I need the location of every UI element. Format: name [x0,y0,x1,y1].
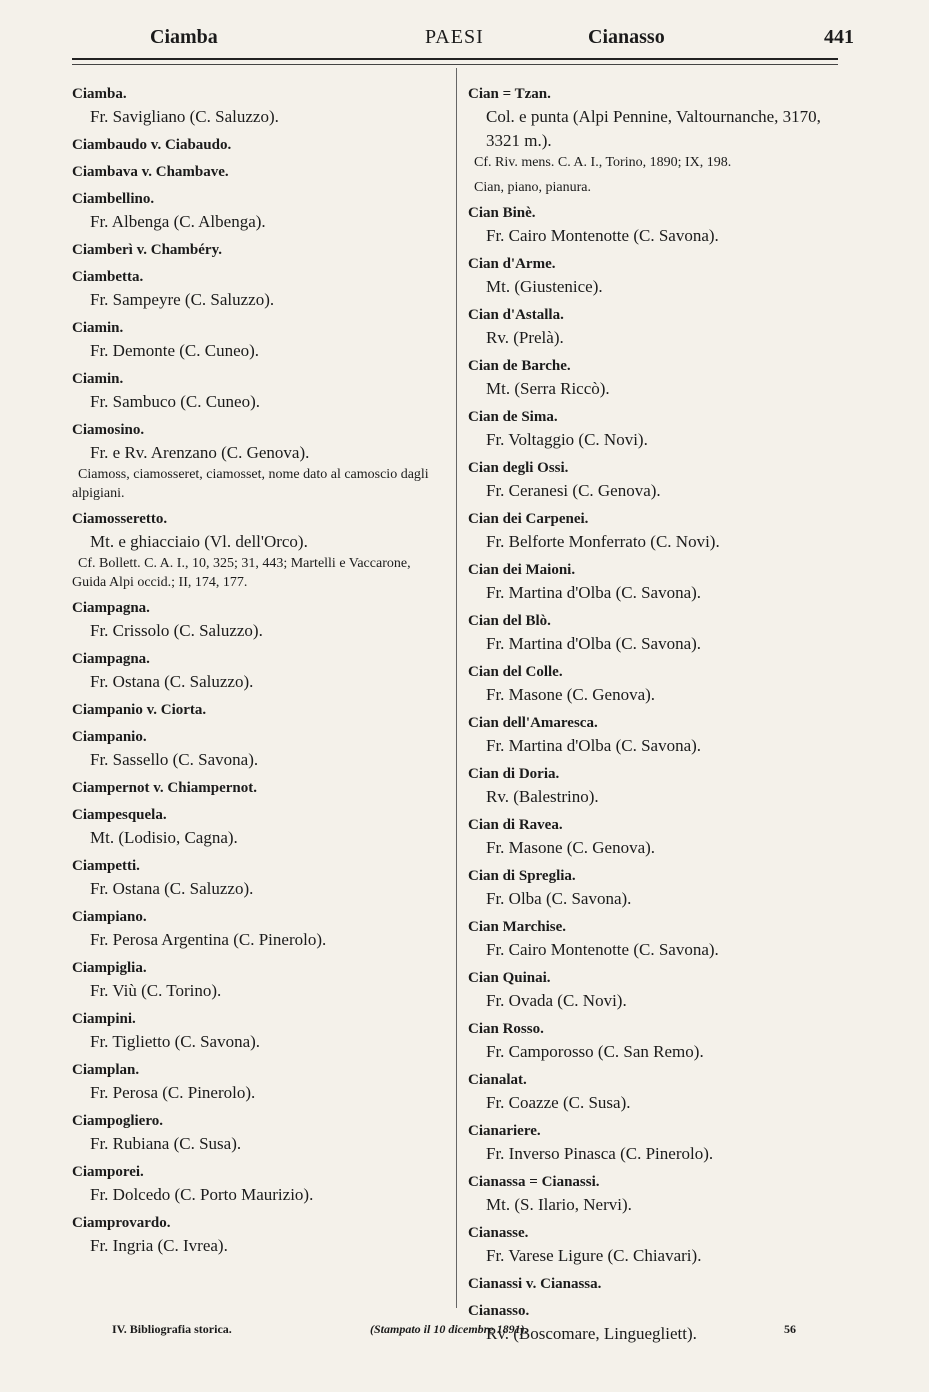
dictionary-entry [468,254,840,299]
entry-description: Fr. Martina d'Olba (C. Savona). [486,583,702,602]
page-number: 441 [824,26,854,48]
entry-headword: Ciamporei. [72,1164,144,1180]
dictionary-entry [72,700,444,721]
entry-headword: Cianassi v. Cianassa. [468,1276,602,1292]
dictionary-entry [72,369,444,414]
dictionary-entry [468,1121,840,1166]
entry-headword: Cian del Colle. [468,664,563,680]
entry-headword: Ciamberì v. Chambéry. [72,242,222,258]
entry-description: Rv. (Boscomare, Linguegliett). [486,1324,697,1343]
header-left-word: Ciamba [150,26,218,48]
entry-description: Fr. Coazze (C. Susa). [486,1093,631,1112]
entry-description: Fr. Masone (C. Genova). [486,685,656,704]
dictionary-entry [468,1019,840,1064]
dictionary-entry [72,318,444,363]
dictionary-entry [468,1172,840,1217]
dictionary-entry [468,815,840,860]
entry-description: Fr. Ostana (C. Saluzzo). [90,672,254,691]
entry-note: Ciamoss, ciamosseret, ciamosset, nome dato al camoscio dagli alpigiani. [72,467,429,501]
entry-note: Cian, piano, pianura. [474,180,592,195]
entry-description: Rv. (Prelà). [486,328,564,347]
entry-description: Fr. Crissolo (C. Saluzzo). [90,621,263,640]
dictionary-entry [468,713,840,758]
entry-description: Col. e punta (Alpi Pennine, Valtournanche, 3170, 3321 m.). [486,107,821,150]
entry-headword: Cianasso. [468,1303,530,1319]
header-rule-thin [72,64,838,65]
entry-description: Fr. Olba (C. Savona). [486,889,632,908]
entry-description: Fr. Masone (C. Genova). [486,838,656,857]
dictionary-entry [468,611,840,656]
entry-headword: Cian d'Astalla. [468,307,564,323]
entry-description: Fr. Belforte Monferrato (C. Novi). [486,532,720,551]
entry-description: Fr. e Rv. Arenzano (C. Genova). [90,443,310,462]
dictionary-entry [72,1060,444,1105]
entry-description: Mt. (Giustenice). [486,277,603,296]
entry-headword: Cian dell'Amaresca. [468,715,598,731]
dictionary-entry [72,1213,444,1258]
entry-description: Fr. Ovada (C. Novi). [486,991,627,1010]
entry-description: Mt. (Lodisio, Cagna). [90,828,238,847]
dictionary-entry [72,1162,444,1207]
entry-headword: Ciampesquela. [72,807,167,823]
entry-headword: Cian di Spreglia. [468,868,576,884]
entry-headword: Cian degli Ossi. [468,460,569,476]
entry-description: Fr. Varese Ligure (C. Chiavari). [486,1246,702,1265]
entry-headword: Cian de Barche. [468,358,571,374]
entry-headword: Ciamosseretto. [72,511,168,527]
entry-description: Fr. Cairo Montenotte (C. Savona). [486,226,719,245]
entry-headword: Ciamin. [72,371,124,387]
entry-headword: Cian = Tzan. [468,86,551,102]
entry-headword: Cianasse. [468,1225,529,1241]
entry-description: Fr. Ingria (C. Ivrea). [90,1236,228,1255]
entry-headword: Ciampiano. [72,909,147,925]
entry-description: Fr. Camporosso (C. San Remo). [486,1042,704,1061]
page-header [70,22,854,54]
dictionary-entry [468,203,840,248]
entry-description: Mt. (S. Ilario, Nervi). [486,1195,632,1214]
entry-description: Fr. Dolcedo (C. Porto Maurizio). [90,1185,314,1204]
entry-description: Fr. Ostana (C. Saluzzo). [90,879,254,898]
column-divider [456,68,457,1308]
entry-description: Fr. Martina d'Olba (C. Savona). [486,634,702,653]
entry-headword: Cian de Sima. [468,409,558,425]
entry-headword: Cianariere. [468,1123,541,1139]
dictionary-entry [468,1223,840,1268]
entry-headword: Ciambellino. [72,191,155,207]
entry-note: Cf. Bollett. C. A. I., 10, 325; 31, 443; Martelli e Vaccarone, Guida Alpi occid.; II, 174, 177. [72,556,411,590]
dictionary-entry [468,968,840,1013]
footer-center: (Stampato il 10 dicembre 1891). [370,1322,528,1336]
dictionary-entry [468,662,840,707]
right-column [468,84,840,1352]
entry-headword: Ciampernot v. Chiampernot. [72,780,257,796]
entry-headword: Ciampagna. [72,600,150,616]
dictionary-entry [468,84,840,197]
entry-headword: Ciamba. [72,86,127,102]
dictionary-entry [468,1274,840,1295]
entry-headword: Cianassa = Cianassi. [468,1174,600,1190]
entry-headword: Cian dei Maioni. [468,562,576,578]
dictionary-entry [72,267,444,312]
footer-left: IV. Bibliografia storica. [112,1322,232,1336]
entry-headword: Cian Rosso. [468,1021,544,1037]
left-column [72,84,444,1264]
entry-headword: Cian di Ravea. [468,817,563,833]
dictionary-entry [72,189,444,234]
dictionary-entry [72,727,444,772]
dictionary-entry [468,866,840,911]
dictionary-entry [72,907,444,952]
entry-description: Fr. Perosa Argentina (C. Pinerolo). [90,930,327,949]
entry-description: Fr. Demonte (C. Cuneo). [90,341,260,360]
entry-headword: Ciambetta. [72,269,144,285]
dictionary-entry [468,560,840,605]
entry-headword: Ciampiglia. [72,960,147,976]
entry-note: Cf. Riv. mens. C. A. I., Torino, 1890; IX, 198. [474,155,732,170]
dictionary-entry [72,509,444,592]
entry-headword: Cian Quinai. [468,970,551,986]
entry-description: Fr. Voltaggio (C. Novi). [486,430,648,449]
dictionary-entry [72,420,444,503]
entry-description: Fr. Savigliano (C. Saluzzo). [90,107,279,126]
entry-headword: Ciamprovardo. [72,1215,171,1231]
dictionary-entry [72,135,444,156]
entry-description: Fr. Martina d'Olba (C. Savona). [486,736,702,755]
dictionary-entry [72,958,444,1003]
entry-description: Fr. Inverso Pinasca (C. Pinerolo). [486,1144,714,1163]
dictionary-entry [72,598,444,643]
entry-headword: Ciampini. [72,1011,136,1027]
entry-description: Fr. Rubiana (C. Susa). [90,1134,242,1153]
dictionary-entry [468,764,840,809]
dictionary-entry [468,509,840,554]
entry-description: Fr. Ceranesi (C. Genova). [486,481,661,500]
entry-headword: Ciampagna. [72,651,150,667]
dictionary-entry [72,162,444,183]
dictionary-entry [72,1009,444,1054]
header-center-word: PAESI [425,26,484,48]
entry-headword: Ciampanio. [72,729,147,745]
dictionary-entry [468,458,840,503]
entry-headword: Cian dei Carpenei. [468,511,589,527]
entry-headword: Cian di Doria. [468,766,560,782]
entry-headword: Cianalat. [468,1072,527,1088]
dictionary-entry [468,1070,840,1115]
entry-headword: Cian Marchise. [468,919,567,935]
entry-headword: Ciambaudo v. Ciabaudo. [72,137,232,153]
dictionary-entry [72,649,444,694]
dictionary-entry [72,856,444,901]
entry-description: Rv. (Balestrino). [486,787,599,806]
dictionary-entry [468,356,840,401]
dictionary-entry [72,805,444,850]
entry-headword: Ciamin. [72,320,124,336]
entry-description: Fr. Viù (C. Torino). [90,981,222,1000]
entry-headword: Ciampetti. [72,858,140,874]
entry-headword: Ciambava v. Chambave. [72,164,229,180]
dictionary-entry [72,84,444,129]
dictionary-entry [468,917,840,962]
entry-headword: Cian d'Arme. [468,256,556,272]
footer-right: 56 [784,1322,796,1336]
entry-description: Mt. e ghiacciaio (Vl. dell'Orco). [90,532,308,551]
header-right-word: Cianasso [588,26,665,48]
dictionary-entry [72,240,444,261]
entry-headword: Ciampogliero. [72,1113,163,1129]
entry-headword: Ciamplan. [72,1062,140,1078]
dictionary-entry [72,778,444,799]
entry-headword: Ciamosino. [72,422,145,438]
entry-headword: Cian del Blò. [468,613,551,629]
entry-description: Fr. Sambuco (C. Cuneo). [90,392,260,411]
entry-description: Fr. Albenga (C. Albenga). [90,212,266,231]
dictionary-entry [72,1111,444,1156]
entry-headword: Ciampanio v. Ciorta. [72,702,207,718]
entry-description: Fr. Sampeyre (C. Saluzzo). [90,290,275,309]
header-rule [72,58,838,60]
entry-description: Fr. Cairo Montenotte (C. Savona). [486,940,719,959]
entry-headword: Cian Binè. [468,205,536,221]
dictionary-entry [468,305,840,350]
entry-description: Fr. Sassello (C. Savona). [90,750,259,769]
dictionary-entry [468,407,840,452]
entry-description: Fr. Tiglietto (C. Savona). [90,1032,261,1051]
entry-description: Fr. Perosa (C. Pinerolo). [90,1083,256,1102]
entry-description: Mt. (Serra Riccò). [486,379,610,398]
